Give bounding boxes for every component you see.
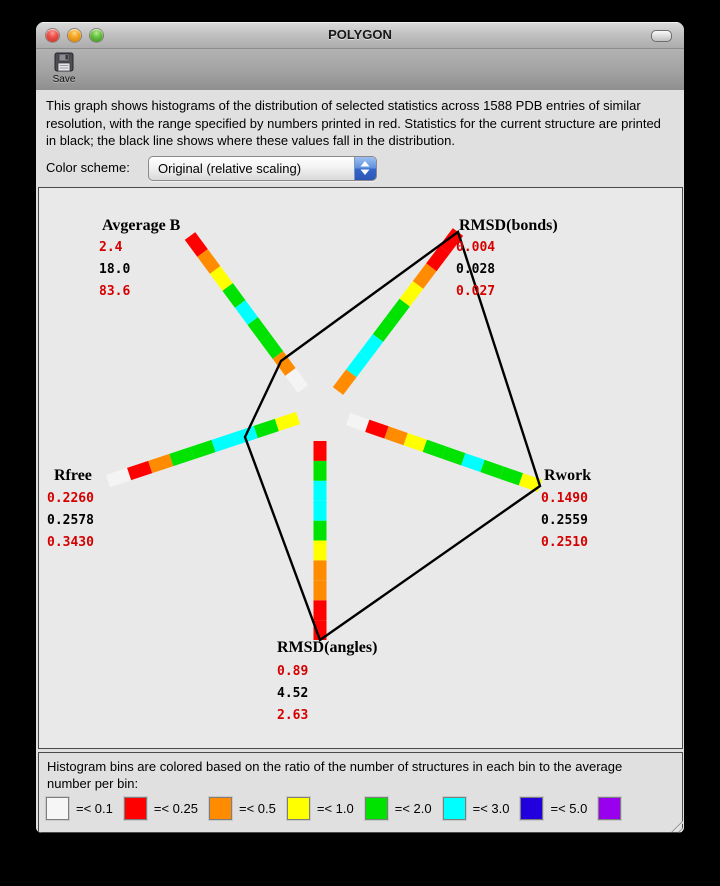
legend-bin-label: =< 1.0 [316,800,354,816]
stat-max: 83.6 [99,284,131,299]
legend-swatch [443,797,466,820]
legend-swatch [598,797,621,820]
legend-swatch [209,797,232,820]
histogram-bin-rfree [256,425,277,432]
histogram-bin-avg_b [215,270,228,287]
histogram-bin-rfree [277,418,298,425]
save-floppy-icon [44,52,84,74]
histogram-bin-rmsd_bonds [391,303,404,321]
histogram-bin-rmsd_bonds [405,285,418,303]
stat-min: 0.89 [277,664,309,679]
window-title: POLYGON [328,27,392,42]
axis-label-rmsd-bonds: RMSD(bonds) [459,217,558,234]
axis-values-rmsd-bonds [456,237,495,303]
histogram-bin-rfree [129,467,150,474]
histogram-bin-avg_b [190,236,203,253]
histogram-bin-rmsd_bonds [338,373,351,391]
histogram-bin-rmsd_bonds [431,250,444,268]
legend-bin-label: =< 3.0 [472,800,510,816]
stat-current: 0.2559 [541,513,588,528]
color-scheme-dropdown[interactable] [148,156,377,181]
legend-bin-label: =< 0.25 [153,800,198,816]
stat-min: 0.1490 [541,491,588,506]
histogram-bin-rmsd_bonds [418,267,431,285]
histogram-bin-rfree [171,453,192,460]
histogram-bin-rwork [386,432,405,439]
title-bar[interactable] [36,22,684,49]
stat-current: 0.028 [456,262,496,277]
histogram-bin-avg_b [253,321,266,338]
stat-max: 2.63 [277,708,309,723]
histogram-bin-rwork [425,446,444,453]
legend-bin-label: =< 0.1 [76,800,113,816]
legend-swatch [46,797,69,820]
toolbar-toggle-pill[interactable] [651,30,672,42]
histogram-bin-rfree [108,474,129,481]
histogram-bin-rwork [482,466,501,473]
polygon-plot-panel [38,187,683,749]
stat-current: 18.0 [99,262,131,277]
axis-label-rfree: Rfree [54,467,92,484]
axis-values-rmsd-angles [277,661,308,727]
histogram-bin-rwork [348,419,367,426]
histogram-bin-rfree [192,446,213,453]
legend-bin-label: =< 0.5 [238,800,276,816]
description-text: This graph shows histograms of the distribution of selected statistics across 1588 PDB entries of similar resolution, with the range specified by numbers printed in red. Statistics for the current structure are printed in black; the black line shows where these values fall in the distribution. [46,98,661,148]
histogram-bin-rmsd_bonds [351,356,364,374]
histogram-bin-rwork [367,426,386,433]
stat-min: 2.4 [99,240,123,255]
color-scheme-label: Color scheme: [46,160,130,175]
color-scheme-selected-value: Original (relative scaling) [158,161,302,176]
histogram-bin-rfree [150,460,171,467]
legend-bin-label: =< 5.0 [550,800,588,816]
legend-swatch [365,797,388,820]
histogram-bin-rwork [406,439,425,446]
stat-current: 0.2578 [47,513,94,528]
stat-min: 0.004 [456,240,496,255]
toolbar [36,49,684,91]
legend-panel [38,752,683,833]
legend-bin-label: =< 2.0 [394,800,432,816]
legend-swatch [520,797,543,820]
axis-label-rmsd-angles: RMSD(angles) [277,639,378,656]
stat-max: 0.2510 [541,535,588,550]
axis-values-rwork [541,488,588,554]
axis-values-rfree [47,488,94,554]
axis-label-rwork: Rwork [544,467,592,484]
stat-current: 4.52 [277,686,309,701]
histogram-bin-avg_b [290,372,303,389]
legend-description: Histogram bins are colored based on the ratio of the number of structures in each bin to the average number per bin: [47,759,623,791]
axis-values-average-b [99,237,130,303]
histogram-bin-avg_b [265,338,278,355]
color-scheme-row [46,156,676,180]
main-content [36,90,684,833]
histogram-bin-rmsd_bonds [365,338,378,356]
save-button[interactable] [44,52,84,88]
polygon-window [36,22,684,833]
histogram-bin-avg_b [203,253,216,270]
histogram-bin-rwork [502,473,521,480]
dropdown-arrows-icon [354,157,376,180]
histogram-bin-rmsd_bonds [378,320,391,338]
histogram-bin-rfree [214,439,235,446]
legend-bins-row [46,794,639,822]
stat-min: 0.2260 [47,491,94,506]
save-button-label: Save [52,74,76,85]
histogram-bin-rwork [444,453,463,460]
legend-swatch [287,797,310,820]
axis-label-average-b: Avgerage B [102,217,181,234]
stat-max: 0.027 [456,284,496,299]
histogram-bin-avg_b [240,304,253,321]
legend-swatch [124,797,147,820]
histogram-bin-rwork [463,459,482,466]
stat-max: 0.3430 [47,535,94,550]
histogram-bin-avg_b [228,287,241,304]
